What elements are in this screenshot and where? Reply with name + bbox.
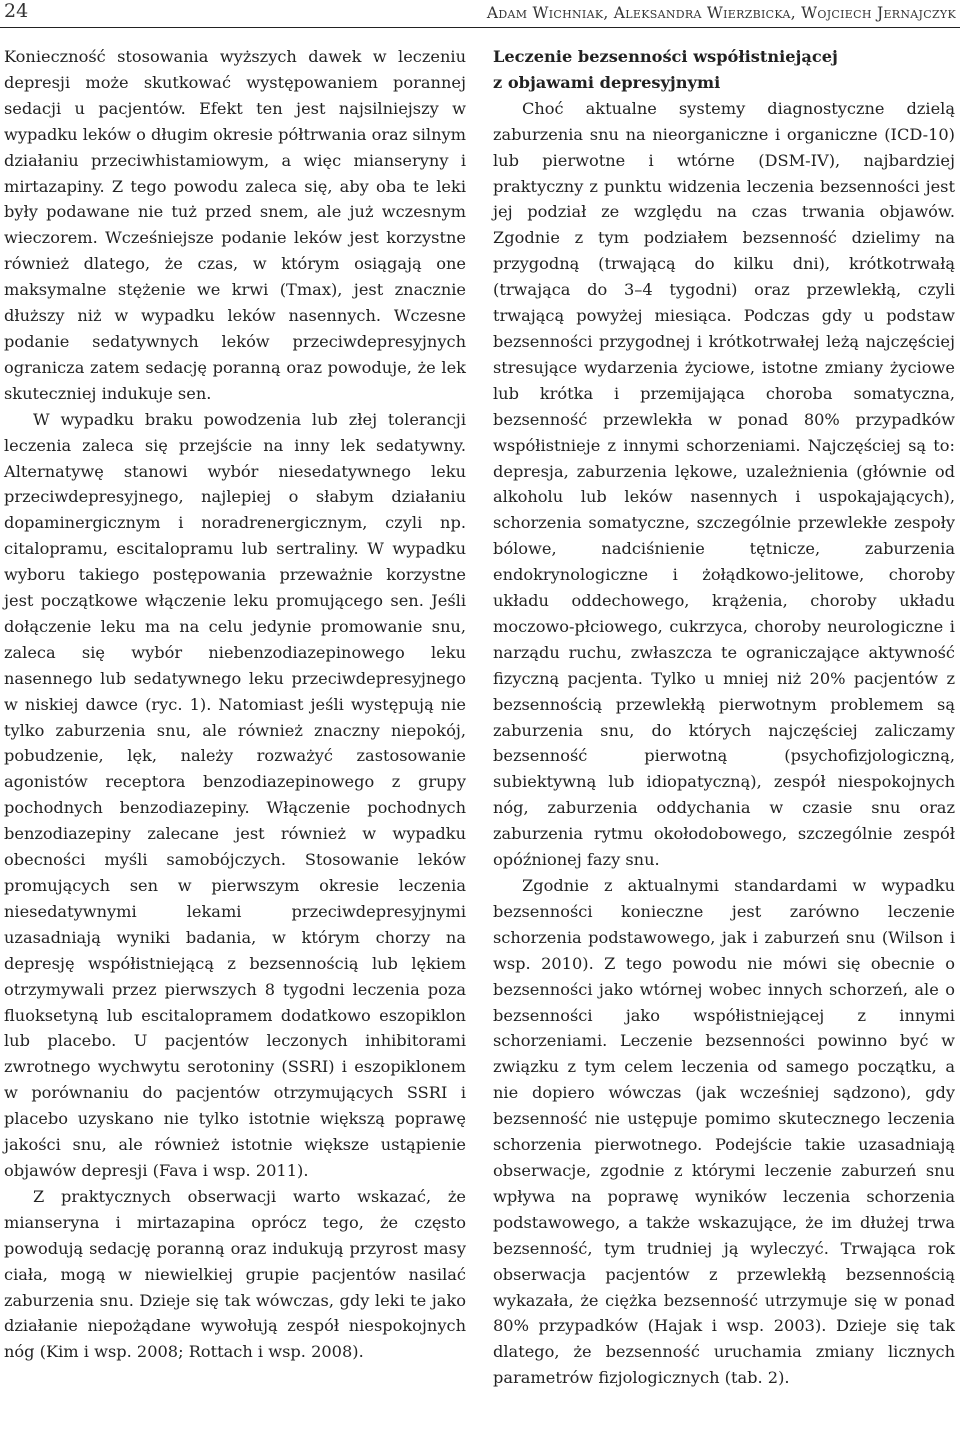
running-head-authors: Adam Wichniak, Aleksandra Wierzbicka, Wojciech Jernajczyk bbox=[486, 4, 956, 22]
header-rule bbox=[0, 27, 960, 28]
section-heading-line: Leczenie bezsenności współistniejącej bbox=[493, 47, 838, 66]
body-paragraph: Konieczność stosowania wyższych dawek w leczeniu depresji może skutkować występowaniem porannej sedacji u pacjentów. Efekt ten jest najsilniejszy w wypadku leków o długim okresie półtrwania oraz silnym działaniu przeciwhistamiowym, a więc mianseryny i mirtazapiny. Z tego powodu zaleca się, aby oba te leki były podawane nie tuż przed snem, ale już wczesnym wieczorem. Wcześniejsze podanie leków jest korzystne również dlatego, że czas, w którym osiągają one maksymalne stężenie we krwi (Tmax), jest znacznie dłuższy niż w wypadku leków nasennych. Wczesne podanie sedatywnych leków przeciwdepresyjnych ogranicza zatem sedację poranną oraz powoduje, że lek skuteczniej indukuje sen. bbox=[4, 47, 467, 403]
left-column bbox=[4, 44, 466, 1365]
page-header bbox=[0, 0, 960, 30]
section-heading-line: z objawami depresyjnymi bbox=[493, 72, 721, 92]
body-paragraph: Choć aktualne systemy diagnostyczne dzielą zaburzenia snu na nieorganiczne i organiczne (ICD-10) lub pierwotne i wtórne (DSM-IV), najbardziej praktyczny z punktu widzenia leczenia bezsenności jest jej podział ze względu na czas trwania objawów. Zgodnie z tym podziałem bezsenność dzielimy na przygodną (trwającą do kilku dni), krótkotrwałą (trwająca do 3–4 tygodni) oraz przewlekłą, czyli trwającą powyżej miesiąca. Podczas gdy u podstaw bezsenności przygodnej i krótkotrwałej leżą najczęściej stresujące wydarzenia życiowe, istotne zmiany życiowe lub krótka i przemijająca choroba somatyczna, bezsenność przewlekła w ponad 80% przypadków współistnieje z innymi schorzeniami. Najczęściej są to: depresja, zaburzenia lękowe, uzależnienia (głównie od alkoholu lub leków nasennych i uspokajających), schorzenia somatyczne, szczególnie przewlekłe zespoły bólowe, nadciśnienie tętnicze, zaburzenia endokrynologiczne i żołądkowo-jelitowe, choroby układu oddechowego, krążenia, choroby układu moczowo-płciowego, cukrzyca, choroby neurologiczne i narządu ruchu, zwłaszcza te ograniczające aktywność fizyczną pacjenta. Tylko u mniej niż 20% pacjentów z bezsennością przewlekłą pierwotnym problemem są zaburzenia snu, do których najczęściej zaliczamy bezsenność pierwotną (psychofizjologiczną, subiektywną lub idiopatyczną), zespół niespokojnych nóg, zaburzenia oddychania w czasie snu oraz zaburzenia rytmu okołodobowego, szczególnie zespół opóźnionej fazy snu. bbox=[493, 98, 955, 870]
body-paragraph: Z praktycznych obserwacji warto wskazać, że mianseryna i mirtazapina oprócz tego, że często powodują sedację poranną oraz indukują przyrost masy ciała, mogą w niewielkiej grupie pacjentów nasilać zaburzenia snu. Dzieje się tak wówczas, gdy leki te jako działanie niepożądane wywołują zespół niespokojnych nóg (Kim i wsp. 2008; Rottach i wsp. 2008). bbox=[4, 1186, 466, 1362]
page-number: 24 bbox=[4, 0, 29, 22]
right-column bbox=[493, 44, 955, 1391]
body-paragraph: Zgodnie z aktualnymi standardami w wypadku bezsenności konieczne jest zarówno leczenie schorzenia podstawowego, jak i zaburzeń snu (Wilson i wsp. 2010). Z tego powodu nie mówi się obecnie o bezsenności jako wtórnej wobec innych schorzeń, ale o bezsenności jako współistniejącej z innymi schorzeniami. Leczenie bezsenności powinno być w związku z tym celem leczenia od samego początku, a nie dopiero wówczas (jak wcześniej sądzono), gdy bezsenność nie ustępuje pomimo skutecznego leczenia schorzenia pierwotnego. Podejście takie uzasadniają obserwacje, zgodnie z którymi leczenie zaburzeń snu wpływa na poprawę wyników leczenia schorzenia podstawowego, a także wskazujące, że im dłużej trwa bezsenność, tym trudniej ją wyleczyć. Trwająca rok obserwacja pacjentów z przewlekłą bezsennością wykazała, że ciężka bezsenność utrzymuje się w ponad 80% przypadków (Hajak i wsp. 2003). Dzieje się tak dlatego, że bezsenność uruchamia zmiany licznych parametrów fizjologicznych (tab. 2). bbox=[493, 876, 955, 1388]
section-heading bbox=[493, 44, 955, 96]
body-paragraph: W wypadku braku powodzenia lub złej tolerancji leczenia zaleca się przejście na inny lek sedatywny. Alternatywę stanowi wybór niesedatywnego leku przeciwdepresyjnego, najlepiej o słabym działaniu dopaminergicznym i noradrenergicznym, czyli np. citalopramu, escitalopramu lub sertraliny. W wypadku wyboru takiego postępowania przeważnie korzystne jest początkowe włączenie leku promującego sen. Jeśli dołączenie leku ma na celu jedynie promowanie snu, zaleca się wybór niebenzodiazepinowego leku nasennego lub sedatywnego leku przeciwdepresyjnego w niskiej dawce (ryc. 1). Natomiast jeśli występują nie tylko zaburzenia snu, ale również znaczny niepokój, pobudzenie, lęk, należy rozważyć zastosowanie agonistów receptora benzodiazepinowego z grupy pochodnych benzodiazepiny. Włączenie pochodnych benzodiazepiny zalecane jest również w wypadku obecności myśli samobójczych. Stosowanie leków promujących sen w pierwszym okresie leczenia niesedatywnymi lekami przeciwdepresyjnymi uzasadniają wyniki badania, w którym chorzy na depresję współistniejącą z bezsennością lub lękiem otrzymywali przez pierwszych 8 tygodni leczenia poza fluoksetyną lub escitalopramem dodatkowo eszopiklon lub placebo. U pacjentów leczonych inhibitorami zwrotnego wychwytu serotoniny (SSRI) i eszopiklonem w porównaniu do pacjentów otrzymujących SSRI i placebo uzyskano nie tylko istotnie większą poprawę jakości snu, ale również istotnie większe ustąpienie objawów depresji (Fava i wsp. 2011). bbox=[4, 409, 466, 1180]
